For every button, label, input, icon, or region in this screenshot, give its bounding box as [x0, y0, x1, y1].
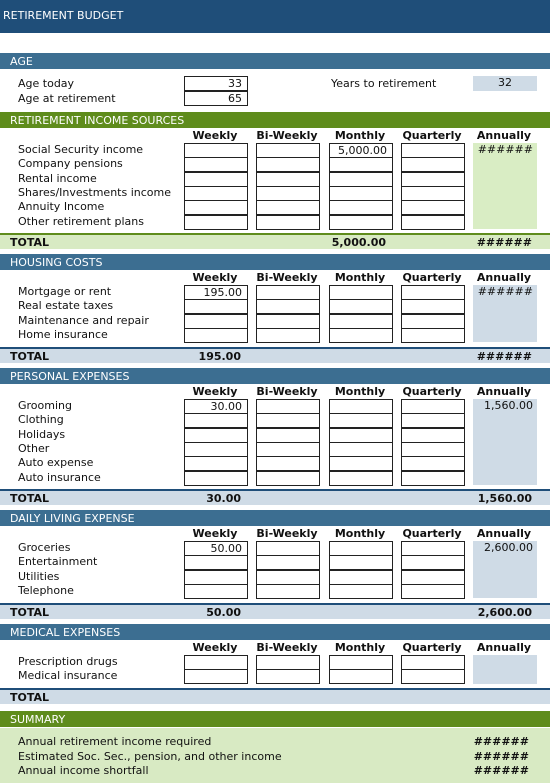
personal-input-quarterly[interactable] [401, 471, 465, 486]
housing-input-bi-weekly[interactable] [256, 285, 320, 300]
housing-annual-value: ###### [477, 285, 533, 298]
income-input-bi-weekly[interactable] [256, 186, 320, 201]
personal-row-label: Other [18, 442, 50, 455]
income-input-weekly[interactable] [184, 172, 248, 187]
personal-input-monthly[interactable] [329, 428, 393, 443]
medical-input-monthly[interactable] [329, 669, 393, 684]
medical-col-header-annually: Annually [476, 641, 532, 654]
age-retire-field[interactable]: 65 [184, 91, 248, 106]
income-input-weekly[interactable] [184, 200, 248, 215]
personal-col-header-quarterly: Quarterly [402, 385, 462, 398]
income-col-header-monthly: Monthly [334, 129, 386, 142]
daily-input-quarterly[interactable] [401, 541, 465, 556]
daily-row-label: Entertainment [18, 555, 98, 568]
daily-col-header-monthly: Monthly [334, 527, 386, 540]
housing-col-header-bi-weekly: Bi-Weekly [256, 271, 318, 284]
age-section-header: AGE [0, 53, 550, 69]
daily-input-bi-weekly[interactable] [256, 555, 320, 570]
daily-input-bi-weekly[interactable] [256, 541, 320, 556]
income-row-label: Company pensions [18, 157, 123, 170]
income-input-quarterly[interactable] [401, 215, 465, 230]
daily-annual-value: 2,600.00 [484, 541, 533, 554]
income-input-weekly[interactable] [184, 157, 248, 172]
housing-input-bi-weekly[interactable] [256, 314, 320, 329]
housing-col-header-monthly: Monthly [334, 271, 386, 284]
income-input-quarterly[interactable] [401, 157, 465, 172]
personal-input-weekly[interactable] [184, 413, 248, 428]
daily-input-weekly[interactable] [184, 555, 248, 570]
income-input-monthly[interactable] [329, 215, 393, 230]
income-input-monthly[interactable] [329, 172, 393, 187]
medical-col-header-weekly: Weekly [192, 641, 238, 654]
personal-input-weekly[interactable]: 30.00 [184, 399, 248, 414]
daily-row-label: Groceries [18, 541, 71, 554]
personal-annual-value: 1,560.00 [484, 399, 533, 412]
income-input-quarterly[interactable] [401, 200, 465, 215]
income-col-header-quarterly: Quarterly [402, 129, 462, 142]
housing-total-row: TOTAL 195.00 ###### [0, 347, 550, 363]
personal-input-bi-weekly[interactable] [256, 428, 320, 443]
income-input-monthly[interactable] [329, 200, 393, 215]
income-annual-value: ###### [477, 143, 533, 156]
housing-input-quarterly[interactable] [401, 314, 465, 329]
personal-row-label: Grooming [18, 399, 72, 412]
income-input-bi-weekly[interactable] [256, 200, 320, 215]
income-col-header-weekly: Weekly [192, 129, 238, 142]
personal-input-weekly[interactable] [184, 471, 248, 486]
daily-input-weekly[interactable] [184, 584, 248, 599]
medical-total-row: TOTAL [0, 688, 550, 704]
income-total-annual: ###### [476, 236, 532, 249]
summary-row-value: ###### [473, 764, 529, 777]
medical-row-label: Prescription drugs [18, 655, 118, 668]
daily-col-header-quarterly: Quarterly [402, 527, 462, 540]
medical-input-quarterly[interactable] [401, 655, 465, 670]
daily-input-monthly[interactable] [329, 570, 393, 585]
income-row-label: Other retirement plans [18, 215, 144, 228]
medical-section-header: MEDICAL EXPENSES [0, 624, 550, 640]
income-row-label: Shares/Investments income [18, 186, 172, 199]
daily-total-row: TOTAL 50.00 2,600.00 [0, 603, 550, 619]
income-input-bi-weekly[interactable] [256, 172, 320, 187]
daily-input-monthly[interactable] [329, 555, 393, 570]
personal-col-header-monthly: Monthly [334, 385, 386, 398]
personal-input-weekly[interactable] [184, 456, 248, 471]
income-input-monthly[interactable] [329, 157, 393, 172]
years-to-retirement-value: 32 [473, 76, 537, 91]
income-input-bi-weekly[interactable] [256, 157, 320, 172]
personal-input-bi-weekly[interactable] [256, 413, 320, 428]
income-total-monthly: 5,000.00 [331, 236, 386, 249]
housing-total-weekly: 195.00 [198, 350, 241, 363]
medical-col-header-monthly: Monthly [334, 641, 386, 654]
daily-total-annual: 2,600.00 [477, 606, 532, 619]
personal-input-monthly[interactable] [329, 442, 393, 457]
housing-row-label: Maintenance and repair [18, 314, 149, 327]
personal-input-bi-weekly[interactable] [256, 456, 320, 471]
income-row-label: Annuity Income [18, 200, 105, 213]
housing-col-header-weekly: Weekly [192, 271, 238, 284]
daily-col-header-annually: Annually [476, 527, 532, 540]
medical-input-weekly[interactable] [184, 655, 248, 670]
daily-row-label: Telephone [18, 584, 74, 597]
page-title: RETIREMENT BUDGET [3, 9, 124, 22]
housing-input-weekly[interactable] [184, 328, 248, 343]
housing-input-weekly[interactable]: 195.00 [184, 285, 248, 300]
medical-input-quarterly[interactable] [401, 669, 465, 684]
personal-row-label: Auto expense [18, 456, 94, 469]
personal-row-label: Clothing [18, 413, 64, 426]
income-input-bi-weekly[interactable] [256, 143, 320, 158]
daily-input-monthly[interactable] [329, 584, 393, 599]
housing-input-bi-weekly[interactable] [256, 328, 320, 343]
personal-input-bi-weekly[interactable] [256, 471, 320, 486]
summary-row-label: Estimated Soc. Sec., pension, and other income [18, 749, 282, 763]
income-row-label: Social Security income [18, 143, 144, 156]
daily-section-header: DAILY LIVING EXPENSE [0, 510, 550, 526]
housing-input-monthly[interactable] [329, 328, 393, 343]
daily-total-weekly: 50.00 [206, 606, 241, 619]
daily-input-quarterly[interactable] [401, 584, 465, 599]
personal-col-header-weekly: Weekly [192, 385, 238, 398]
personal-input-monthly[interactable] [329, 399, 393, 414]
personal-total-row: TOTAL 30.00 1,560.00 [0, 489, 550, 505]
summary-row-label: Annual income shortfall [18, 764, 149, 777]
income-input-weekly[interactable] [184, 143, 248, 158]
income-input-weekly[interactable] [184, 215, 248, 230]
income-row-label: Rental income [18, 172, 97, 185]
age-today-label: Age today [18, 77, 75, 90]
daily-input-bi-weekly[interactable] [256, 570, 320, 585]
personal-input-quarterly[interactable] [401, 442, 465, 457]
title-bar [0, 0, 550, 33]
personal-input-monthly[interactable] [329, 471, 393, 486]
personal-section-header: PERSONAL EXPENSES [0, 368, 550, 384]
personal-input-quarterly[interactable] [401, 413, 465, 428]
income-input-weekly[interactable] [184, 186, 248, 201]
housing-input-quarterly[interactable] [401, 285, 465, 300]
income-col-header-bi-weekly: Bi-Weekly [256, 129, 318, 142]
personal-row-label: Auto insurance [18, 471, 101, 484]
summary-row-label: Annual retirement income required [18, 735, 212, 748]
medical-row-label: Medical insurance [18, 669, 118, 682]
personal-input-quarterly[interactable] [401, 428, 465, 443]
housing-input-monthly[interactable] [329, 314, 393, 329]
medical-input-bi-weekly[interactable] [256, 655, 320, 670]
housing-row-label: Mortgage or rent [18, 285, 112, 298]
housing-input-weekly[interactable] [184, 299, 248, 314]
personal-col-header-bi-weekly: Bi-Weekly [256, 385, 318, 398]
personal-input-quarterly[interactable] [401, 456, 465, 471]
housing-input-monthly[interactable] [329, 285, 393, 300]
housing-total-annual: ###### [476, 350, 532, 363]
income-input-quarterly[interactable] [401, 143, 465, 158]
housing-input-weekly[interactable] [184, 314, 248, 329]
medical-input-monthly[interactable] [329, 655, 393, 670]
housing-section-header: HOUSING COSTS [0, 254, 550, 270]
income-input-monthly[interactable] [329, 186, 393, 201]
housing-col-header-annually: Annually [476, 271, 532, 284]
years-to-retirement-label: Years to retirement [331, 77, 437, 90]
personal-col-header-annually: Annually [476, 385, 532, 398]
housing-input-quarterly[interactable] [401, 328, 465, 343]
income-input-monthly[interactable]: 5,000.00 [329, 143, 393, 158]
housing-input-monthly[interactable] [329, 299, 393, 314]
summary-row-value: ###### [473, 735, 529, 748]
daily-input-quarterly[interactable] [401, 570, 465, 585]
housing-input-bi-weekly[interactable] [256, 299, 320, 314]
daily-input-weekly[interactable]: 50.00 [184, 541, 248, 556]
personal-total-weekly: 30.00 [206, 492, 241, 505]
summary-section-header: SUMMARY [0, 711, 550, 727]
personal-input-weekly[interactable] [184, 442, 248, 457]
medical-annual-column [473, 655, 537, 684]
personal-total-annual: 1,560.00 [477, 492, 532, 505]
personal-input-bi-weekly[interactable] [256, 442, 320, 457]
daily-input-quarterly[interactable] [401, 555, 465, 570]
personal-input-monthly[interactable] [329, 413, 393, 428]
daily-col-header-weekly: Weekly [192, 527, 238, 540]
age-today-field[interactable]: 33 [184, 76, 248, 91]
daily-input-bi-weekly[interactable] [256, 584, 320, 599]
income-input-quarterly[interactable] [401, 186, 465, 201]
income-total-row: TOTAL 5,000.00 ###### [0, 233, 550, 249]
income-col-header-annually: Annually [476, 129, 532, 142]
medical-input-weekly[interactable] [184, 669, 248, 684]
income-section-header: RETIREMENT INCOME SOURCES [0, 112, 550, 128]
daily-row-label: Utilities [18, 570, 60, 583]
summary-row-value: ###### [473, 749, 529, 763]
daily-col-header-bi-weekly: Bi-Weekly [256, 527, 318, 540]
housing-row-label: Real estate taxes [18, 299, 114, 312]
medical-input-bi-weekly[interactable] [256, 669, 320, 684]
income-input-bi-weekly[interactable] [256, 215, 320, 230]
medical-col-header-quarterly: Quarterly [402, 641, 462, 654]
personal-input-monthly[interactable] [329, 456, 393, 471]
personal-input-quarterly[interactable] [401, 399, 465, 414]
housing-input-quarterly[interactable] [401, 299, 465, 314]
personal-input-bi-weekly[interactable] [256, 399, 320, 414]
housing-row-label: Home insurance [18, 328, 108, 341]
age-retire-label: Age at retirement [18, 92, 116, 105]
daily-input-monthly[interactable] [329, 541, 393, 556]
medical-col-header-bi-weekly: Bi-Weekly [256, 641, 318, 654]
housing-col-header-quarterly: Quarterly [402, 271, 462, 284]
income-input-quarterly[interactable] [401, 172, 465, 187]
personal-row-label: Holidays [18, 428, 66, 441]
daily-input-weekly[interactable] [184, 570, 248, 585]
personal-input-weekly[interactable] [184, 428, 248, 443]
